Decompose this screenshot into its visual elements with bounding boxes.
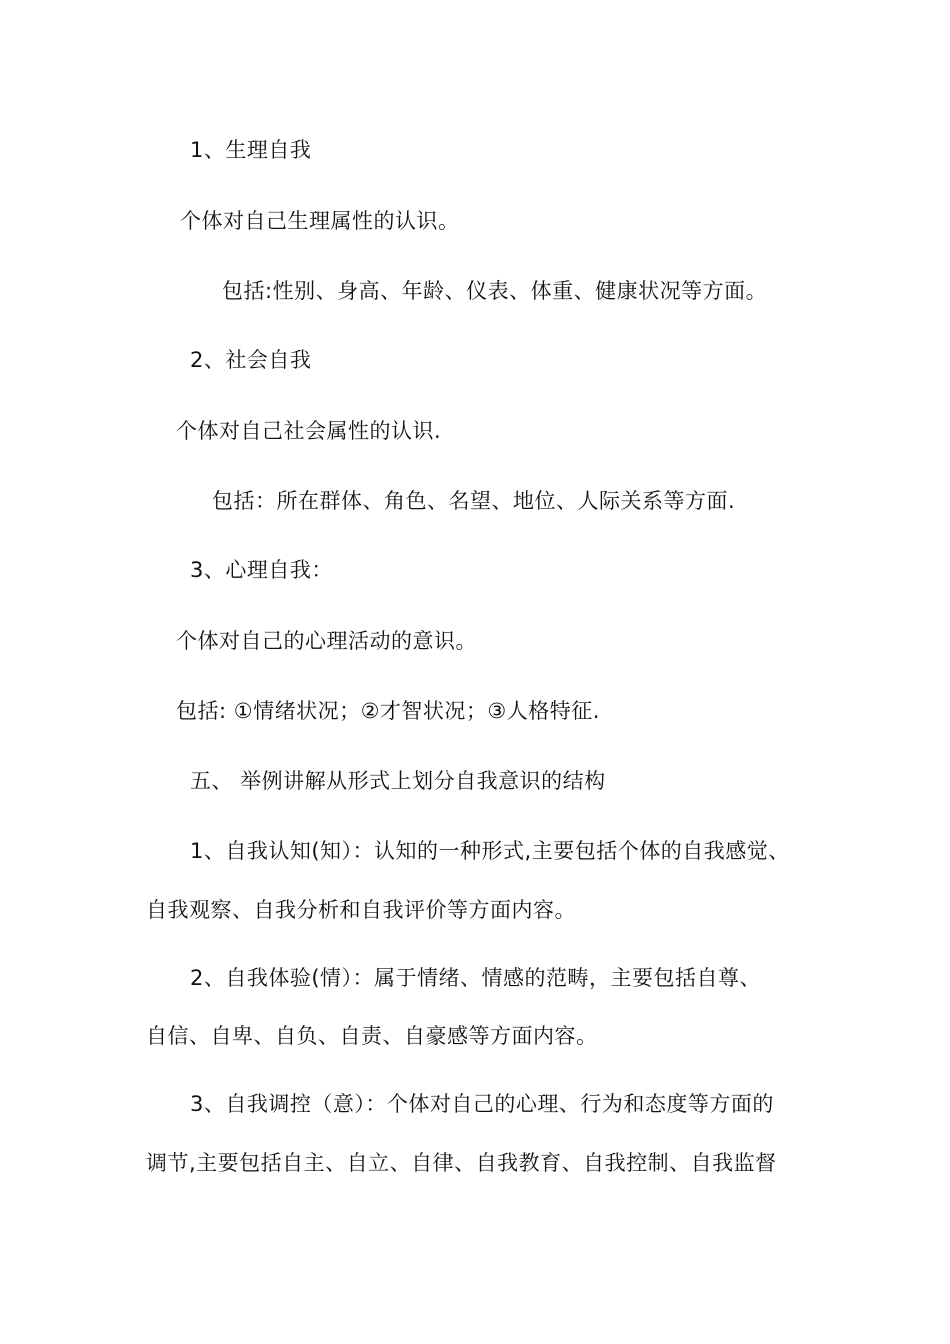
- paragraph-social-definition: 个体对自己社会属性的认识.: [176, 419, 442, 443]
- paragraph-self-regulation-line1: 3、自我调控（意）：个体对自己的心理、行为和态度等方面的: [190, 1092, 774, 1116]
- paragraph-self-experience-line1: 2、自我体验(情）：属于情绪、情感的范畴，主要包括自尊、: [190, 966, 762, 990]
- paragraph-psychological-definition: 个体对自己的心理活动的意识。: [176, 629, 477, 653]
- heading-social-self: 2、社会自我: [190, 348, 312, 372]
- paragraph-self-cognition-line1: 1、自我认知(知）：认知的一种形式,主要包括个体的自我感觉、: [190, 839, 790, 863]
- paragraph-physiological-includes: 包括:性别、身高、年龄、仪表、体重、健康状况等方面。: [222, 279, 768, 303]
- paragraph-self-regulation-line2: 调节,主要包括自主、自立、自律、自我教育、自我控制、自我监督: [146, 1151, 777, 1175]
- paragraph-self-cognition-line2: 自我观察、自我分析和自我评价等方面内容。: [146, 898, 576, 922]
- paragraph-social-includes: 包括：所在群体、角色、名望、地位、人际关系等方面.: [212, 489, 736, 513]
- section-heading-five: 五、 举例讲解从形式上划分自我意识的结构: [190, 769, 606, 793]
- heading-psychological-self: 3、心理自我：: [190, 558, 333, 582]
- heading-physiological-self: 1、生理自我: [190, 138, 312, 162]
- paragraph-self-experience-line2: 自信、自卑、自负、自责、自豪感等方面内容。: [146, 1024, 598, 1048]
- paragraph-psychological-includes: 包括: ①情绪状况；②才智状况；③人格特征.: [176, 699, 600, 723]
- paragraph-physiological-definition: 个体对自己生理属性的认识。: [180, 209, 460, 233]
